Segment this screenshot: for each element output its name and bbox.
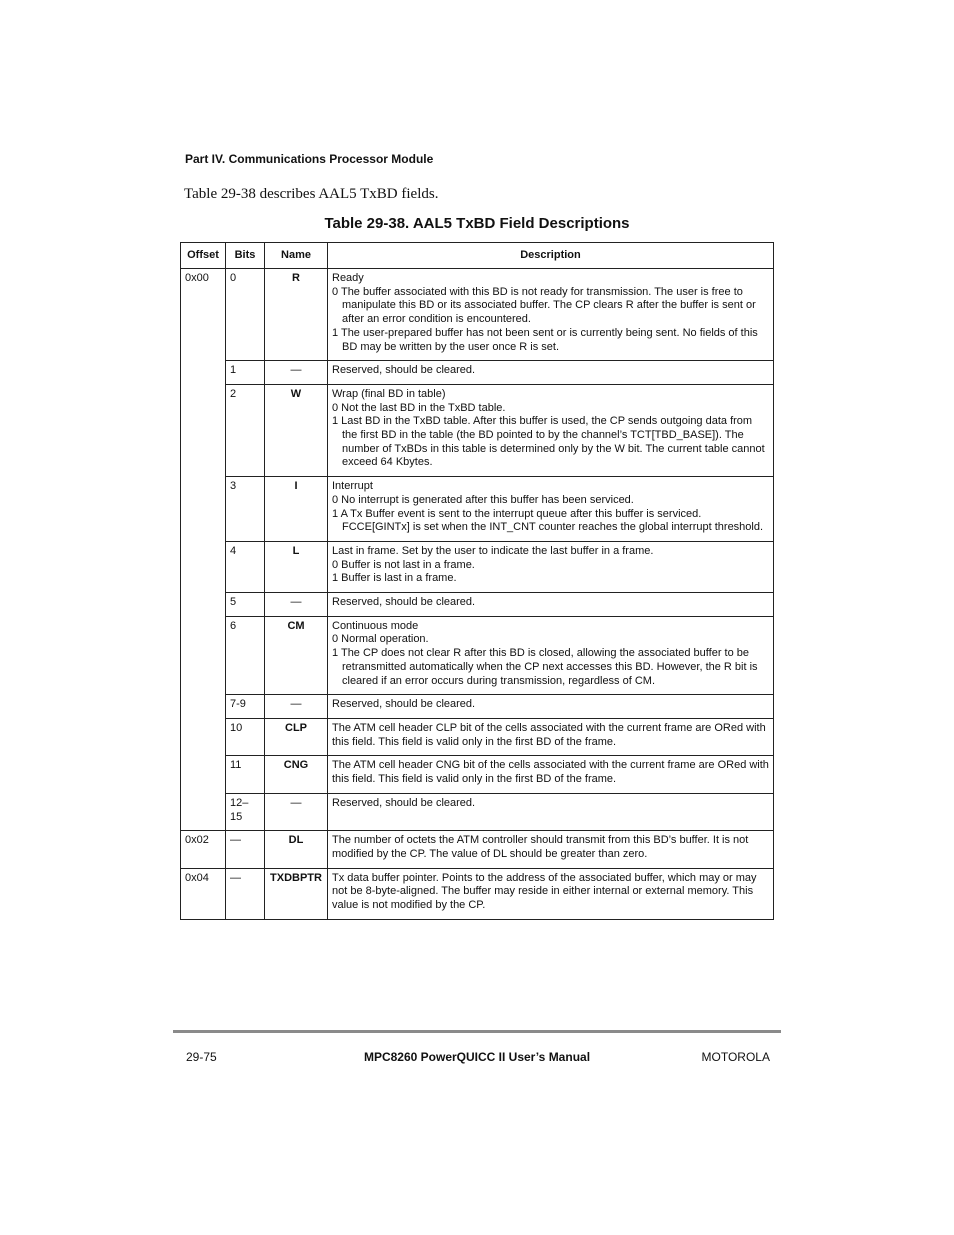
cell-description [328, 756, 774, 793]
table-row [181, 793, 774, 830]
cell-bits: 2 [226, 384, 265, 476]
description-line: Interrupt [332, 480, 373, 493]
description-line: 0 Normal operation. [332, 633, 429, 646]
footer-page-number: 29-75 [186, 1050, 217, 1064]
cell-bits: 6 [226, 616, 265, 695]
description-line: 1 The user-prepared buffer has not been sent or is currently being sent. No fields of this BD may be written by the user once R is set. [332, 326, 758, 353]
description-line: Reserved, should be cleared. [332, 796, 476, 809]
header-description: Description [328, 243, 774, 269]
description-line: 0 No interrupt is generated after this buffer has been serviced. [332, 493, 634, 506]
footer-company: MOTOROLA [701, 1050, 770, 1064]
cell-description [328, 793, 774, 830]
cell-bits: 1 [226, 361, 265, 385]
cell-name: W [265, 384, 328, 476]
table-row [181, 868, 774, 919]
cell-bits: — [226, 831, 265, 868]
description-line: The number of octets the ATM controller should transmit from this BD’s buffer. It is not modified by the CP. The value of DL should be greater than zero. [332, 834, 749, 860]
cell-name: — [265, 695, 328, 719]
header-bits: Bits [226, 243, 265, 269]
table-row [181, 269, 774, 361]
cell-description [328, 361, 774, 385]
cell-name: R [265, 269, 328, 361]
description-line: 1 The CP does not clear R after this BD is closed, allowing the associated buffer to be retransmitted automatically when the CP next accesses this BD. However, the R bit is cleared if an error occurs during transmission, regardless of CM. [332, 647, 758, 687]
cell-bits: 7-9 [226, 695, 265, 719]
header-offset: Offset [181, 243, 226, 269]
description-line: Wrap (final BD in table) [332, 387, 446, 400]
cell-name: CNG [265, 756, 328, 793]
cell-bits: — [226, 868, 265, 919]
table-row [181, 541, 774, 592]
description-line: 1 A Tx Buffer event is sent to the interrupt queue after this buffer is serviced. FCCE[GINTx] is set when the INT_CNT counter reaches the global interrupt threshold. [332, 507, 764, 534]
cell-description [328, 616, 774, 695]
cell-description [328, 269, 774, 361]
table-row [181, 616, 774, 695]
cell-description [328, 868, 774, 919]
cell-name: — [265, 361, 328, 385]
cell-description [328, 384, 774, 476]
description-line: 0 The buffer associated with this BD is not ready for transmission. The user is free to manipulate this BD or its associated buffer. The CP clears R after the buffer is sent or after an error condition is encountered. [332, 285, 756, 326]
description-line: 0 Buffer is not last in a frame. [332, 558, 475, 571]
footer-manual-title: MPC8260 PowerQUICC II User’s Manual [363, 1050, 591, 1064]
description-line: Ready [332, 272, 364, 284]
description-line: Reserved, should be cleared. [332, 698, 476, 711]
cell-name: — [265, 593, 328, 617]
cell-bits: 0 [226, 269, 265, 361]
cell-description [328, 695, 774, 719]
cell-name: — [265, 793, 328, 830]
description-line: 1 Buffer is last in a frame. [332, 572, 457, 585]
description-line: Reserved, should be cleared. [332, 596, 476, 609]
description-line: The ATM cell header CNG bit of the cells associated with the current frame are ORed with this field. This field is valid only in the first BD of the frame. [332, 759, 769, 786]
table-row [181, 384, 774, 476]
intro-text: Table 29-38 describes AAL5 TxBD fields. [184, 186, 439, 202]
cell-bits: 10 [226, 718, 265, 755]
description-line: Tx data buffer pointer. Points to the address of the associated buffer, which may or may not be 8-byte-aligned. The buffer may reside in either internal or external memory. This value is not modified by the CP. [332, 871, 757, 912]
cell-offset: 0x04 [181, 868, 226, 919]
table-row [181, 477, 774, 542]
description-line: Last in frame. Set by the user to indicate the last buffer in a frame. [332, 544, 654, 557]
description-line: The ATM cell header CLP bit of the cells associated with the current frame are ORed with this field. This field is valid only in the first BD of the frame. [332, 721, 766, 748]
section-header: Part IV. Communications Processor Module [185, 152, 434, 166]
table-row [181, 593, 774, 617]
cell-bits: 12–15 [226, 793, 265, 830]
footer-divider [173, 1030, 781, 1033]
header-name: Name [265, 243, 328, 269]
cell-bits: 5 [226, 593, 265, 617]
cell-description [328, 593, 774, 617]
cell-description [328, 831, 774, 868]
table-header-row [181, 243, 774, 269]
table-row [181, 756, 774, 793]
cell-description [328, 718, 774, 755]
cell-name: L [265, 541, 328, 592]
cell-bits: 4 [226, 541, 265, 592]
table-body [181, 269, 774, 920]
cell-description [328, 541, 774, 592]
cell-name: DL [265, 831, 328, 868]
cell-name: TXDBPTR [265, 868, 328, 919]
table-row [181, 831, 774, 868]
cell-description [328, 477, 774, 542]
cell-bits: 11 [226, 756, 265, 793]
cell-offset: 0x02 [181, 831, 226, 868]
cell-name: CM [265, 616, 328, 695]
table-title: Table 29-38. AAL5 TxBD Field Descriptions [324, 215, 630, 232]
description-line: 1 Last BD in the TxBD table. After this buffer is used, the CP sends outgoing data from the first BD in the table (the BD pointed to by the channel’s TCT[TBD_BASE]). The number of TxBDs in this table is determined only by the W bit. The current table cannot exceed 64 Kbytes. [332, 415, 765, 469]
cell-name: CLP [265, 718, 328, 755]
description-line: Reserved, should be cleared. [332, 364, 476, 377]
description-line: Continuous mode [332, 619, 419, 632]
cell-bits: 3 [226, 477, 265, 542]
table-row [181, 695, 774, 719]
table-row [181, 361, 774, 385]
cell-name: I [265, 477, 328, 542]
description-line: 0 Not the last BD in the TxBD table. [332, 401, 506, 414]
field-descriptions-table [180, 242, 774, 920]
cell-offset: 0x00 [181, 269, 226, 831]
table-row [181, 718, 774, 755]
